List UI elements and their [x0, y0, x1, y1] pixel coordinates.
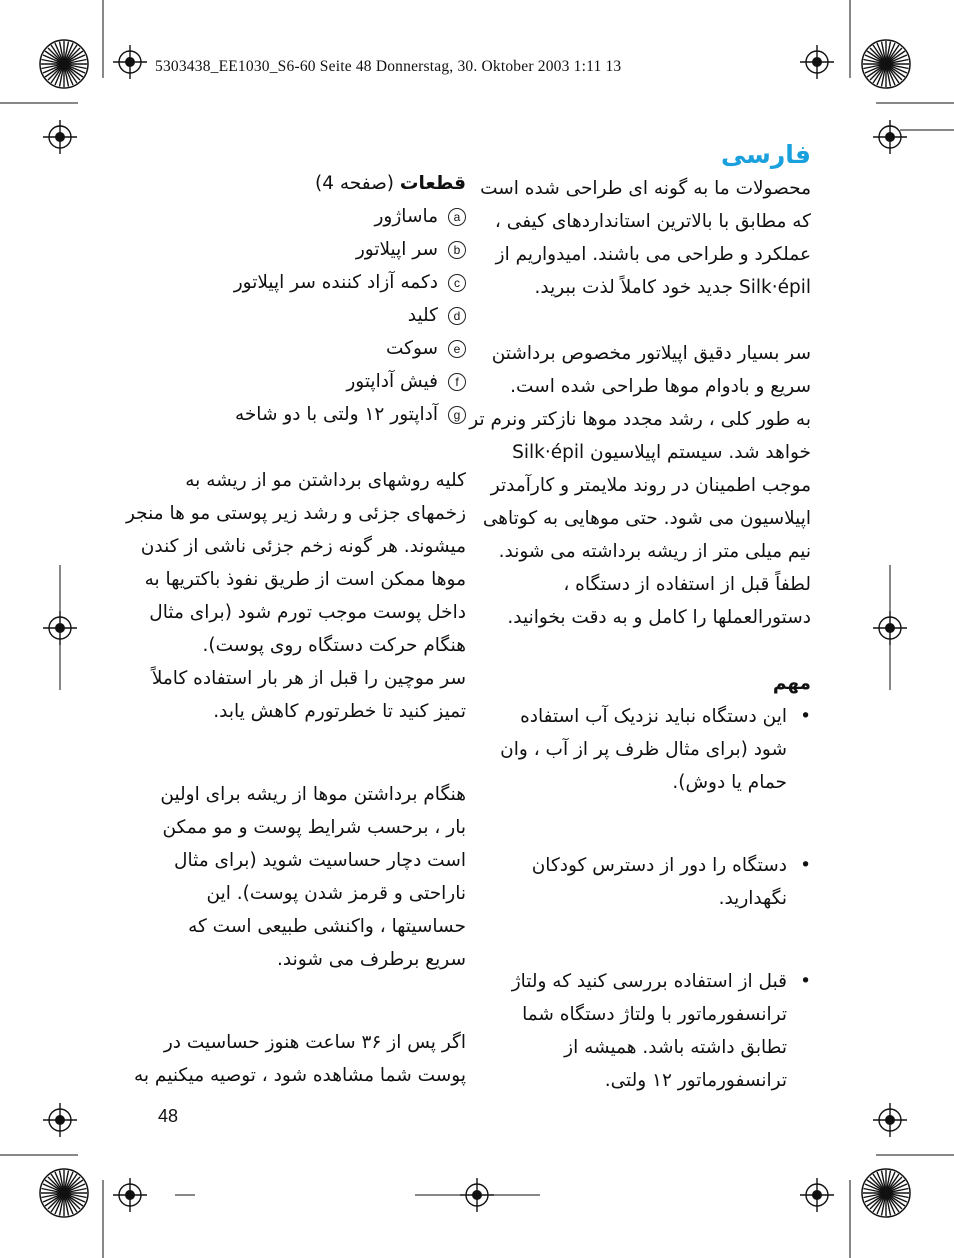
description-line: اپیلاسیون می شود. حتی موهایی به کوتاهی	[482, 508, 811, 529]
paragraph-line: میشوند. هر گونه زخم جزئی ناشی از کندن	[140, 536, 466, 557]
bullet-line: تطابق داشته باشد. همیشه از	[564, 1037, 787, 1058]
part-item	[136, 299, 466, 332]
description-line: به طور کلی ، رشد مجدد موها نازکتر ونرم تر	[469, 409, 811, 430]
part-item	[136, 398, 466, 431]
part-letter-e: e	[448, 340, 466, 358]
page-number: 48	[158, 1106, 179, 1126]
bullet-dot: •	[800, 971, 811, 992]
part-letter-d: d	[448, 307, 466, 325]
parts-title-page-ref: (صفحه 4)	[314, 173, 400, 194]
part-label: دکمه آزاد کننده سر اپیلاتور	[233, 272, 438, 293]
bullet-line: دستگاه را دور از دسترس کودکان	[531, 855, 787, 876]
paragraph-line: کلیه روشهای برداشتن مو از ریشه به	[185, 470, 466, 491]
part-label: آداپتور ۱۲ ولتی با دو شاخه	[234, 404, 438, 425]
part-item	[136, 365, 466, 398]
bullet-line: ترانسفورماتور ۱۲ ولتی.	[604, 1070, 787, 1091]
intro-line: محصولات ما به گونه ای طراحی شده است	[480, 178, 811, 199]
paragraph-line: هنگام حرکت دستگاه روی پوست).	[202, 635, 466, 656]
bullet-line: حمام یا دوش).	[672, 772, 787, 793]
paragraph-line: سر موچین را قبل از هر بار استفاده کاملاً	[151, 668, 466, 689]
bullet-line: قبل از استفاده بررسی کنید که ولتاژ	[511, 971, 787, 992]
left-column	[125, 167, 466, 1092]
paragraph-line: هنگام برداشتن موها از ریشه برای اولین	[160, 784, 466, 805]
part-label: ماساژور	[374, 206, 438, 227]
part-label: فیش آداپتور	[346, 371, 438, 392]
bullet-dot: •	[800, 706, 811, 727]
part-letter-b: b	[448, 241, 466, 259]
paragraph-line: پوست شما مشاهده شود ، توصیه میکنیم به	[133, 1065, 466, 1086]
part-item	[136, 200, 466, 233]
parts-title	[136, 167, 466, 200]
parts-title-bold: قطعات	[399, 173, 466, 194]
important-heading: مهم	[772, 673, 811, 694]
description-line: سر بسیار دقیق اپیلاتور مخصوص برداشتن	[491, 343, 811, 364]
part-letter-a: a	[448, 208, 466, 226]
bullet-line: نگهدارید.	[718, 888, 787, 909]
paragraph-line: سریع برطرف می شوند.	[277, 949, 466, 970]
part-letter-f: f	[448, 373, 466, 391]
intro-line: Silk·épil جدید خود کاملاً لذت ببرید.	[534, 277, 811, 298]
section-title: فارسی	[720, 140, 811, 169]
paragraph-line: است دچار حساسیت شوید (برای مثال	[174, 850, 466, 871]
part-label: کلید	[407, 305, 438, 326]
description-line: نیم میلی متر از ریشه برداشته می شوند.	[498, 541, 811, 562]
paragraph-line: زخمهای جزئی و رشد زیر پوستی مو ها منجر	[125, 503, 466, 524]
paragraph-line: اگر پس از ۳۶ ساعت هنوز حساسیت در	[163, 1032, 466, 1053]
bullet-line: این دستگاه نباید نزدیک آب استفاده	[520, 706, 787, 727]
paragraph-line: تمیز کنید تا خطرتورم کاهش یابد.	[213, 701, 466, 722]
part-letter-c: c	[448, 274, 466, 292]
part-label: سر اپیلاتور	[355, 239, 438, 260]
paragraph-line: موها ممکن است از طریق نفوذ باکتریها به	[144, 569, 466, 590]
print-header: 5303438_EE1030_S6-60 Seite 48 Donnerstag, 30. Oktober 2003 1:11 13	[155, 58, 622, 75]
intro-line: عملکرد و طراحی می باشند. امیدواریم از	[495, 244, 811, 265]
description-line: موجب اطمینان در روند ملایمتر و کارآمدتر	[490, 475, 811, 496]
part-letter-g: g	[448, 406, 466, 424]
paragraph-line: بار ، برحسب شرایط پوست و مو ممکن	[162, 817, 466, 838]
warning-bullet	[481, 965, 811, 1097]
description-line: لطفاً قبل از استفاده از دستگاه ،	[563, 574, 811, 595]
bullet-dot: •	[800, 855, 811, 876]
part-label: سوکت	[385, 338, 438, 359]
warning-bullet	[481, 849, 811, 915]
part-item	[136, 332, 466, 365]
paragraph-line: ناراحتی و قرمز شدن پوست). این	[206, 883, 466, 904]
warning-bullet	[481, 700, 811, 799]
part-item	[136, 233, 466, 266]
description-line: خواهد شد. سیستم اپیلاسیون Silk·épil	[512, 442, 811, 463]
description-line: سریع و بادوام موها طراحی شده است.	[510, 376, 811, 397]
description-line: دستورالعملها را کامل و به دقت بخوانید.	[507, 607, 811, 628]
bullet-line: شود (برای مثال ظرف پر از آب ، وان	[500, 739, 787, 760]
paragraph-line: حساسیتها ، واکنشی طبیعی است که	[188, 916, 466, 937]
part-item	[136, 266, 466, 299]
bullet-line: ترانسفورماتور با ولتاژ دستگاه شما	[522, 1004, 787, 1025]
paragraph-line: داخل پوست موجب تورم شود (برای مثال	[149, 602, 466, 623]
intro-line: که مطابق با بالاترین استانداردهای کیفی ،	[494, 211, 811, 232]
right-column	[469, 138, 811, 1097]
